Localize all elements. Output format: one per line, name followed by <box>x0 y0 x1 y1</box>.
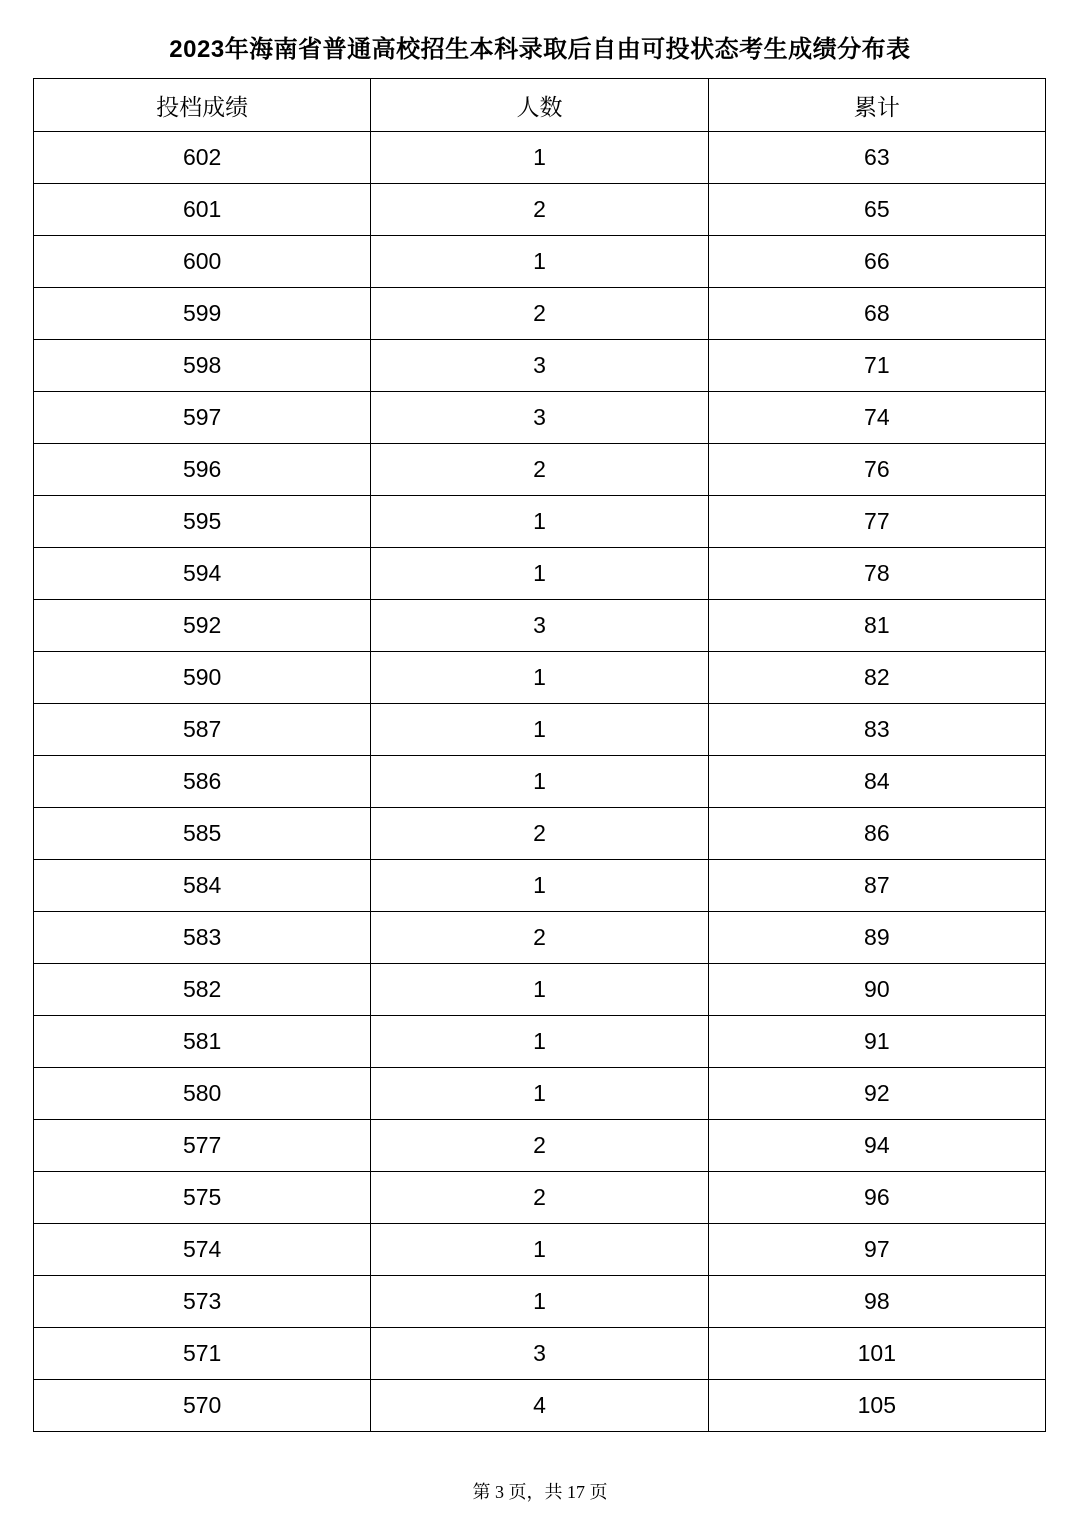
cell-cumulative: 65 <box>708 184 1045 236</box>
cell-cumulative: 78 <box>708 548 1045 600</box>
cell-cumulative: 68 <box>708 288 1045 340</box>
cell-count: 2 <box>371 444 708 496</box>
table-row <box>34 600 1046 652</box>
cell-cumulative: 97 <box>708 1224 1045 1276</box>
cell-score: 580 <box>34 1068 371 1120</box>
table-body <box>34 132 1046 1432</box>
page-title: 2023年海南省普通高校招生本科录取后自由可投状态考生成绩分布表 <box>169 36 911 63</box>
table-row <box>34 1224 1046 1276</box>
table-row <box>34 444 1046 496</box>
cell-count: 2 <box>371 912 708 964</box>
table-row <box>34 132 1046 184</box>
cell-cumulative: 74 <box>708 392 1045 444</box>
cell-cumulative: 105 <box>708 1380 1045 1432</box>
cell-count: 1 <box>371 756 708 808</box>
cell-cumulative: 101 <box>708 1328 1045 1380</box>
cell-score: 581 <box>34 1016 371 1068</box>
cell-cumulative: 63 <box>708 132 1045 184</box>
cell-score: 586 <box>34 756 371 808</box>
cell-cumulative: 81 <box>708 600 1045 652</box>
cell-cumulative: 77 <box>708 496 1045 548</box>
table-row <box>34 236 1046 288</box>
table-row <box>34 1120 1046 1172</box>
cell-score: 570 <box>34 1380 371 1432</box>
cell-score: 597 <box>34 392 371 444</box>
cell-count: 3 <box>371 392 708 444</box>
cell-count: 2 <box>371 288 708 340</box>
cell-count: 1 <box>371 1276 708 1328</box>
cell-count: 1 <box>371 236 708 288</box>
cell-score: 598 <box>34 340 371 392</box>
cell-cumulative: 86 <box>708 808 1045 860</box>
cell-cumulative: 98 <box>708 1276 1045 1328</box>
score-distribution-table <box>33 78 1046 1432</box>
table-row <box>34 392 1046 444</box>
cell-cumulative: 84 <box>708 756 1045 808</box>
cell-count: 2 <box>371 808 708 860</box>
header-cumulative: 累计 <box>708 79 1045 132</box>
cell-cumulative: 89 <box>708 912 1045 964</box>
cell-count: 1 <box>371 1016 708 1068</box>
cell-cumulative: 76 <box>708 444 1045 496</box>
cell-score: 574 <box>34 1224 371 1276</box>
cell-score: 599 <box>34 288 371 340</box>
table-row <box>34 912 1046 964</box>
cell-count: 3 <box>371 600 708 652</box>
cell-score: 583 <box>34 912 371 964</box>
cell-count: 2 <box>371 1120 708 1172</box>
cell-cumulative: 83 <box>708 704 1045 756</box>
page-number: 第 3 页，共 17 页 <box>472 1482 608 1502</box>
table-header <box>34 79 1046 132</box>
cell-score: 575 <box>34 1172 371 1224</box>
cell-score: 594 <box>34 548 371 600</box>
cell-cumulative: 96 <box>708 1172 1045 1224</box>
cell-cumulative: 94 <box>708 1120 1045 1172</box>
cell-score: 602 <box>34 132 371 184</box>
cell-cumulative: 87 <box>708 860 1045 912</box>
cell-cumulative: 90 <box>708 964 1045 1016</box>
cell-count: 1 <box>371 1224 708 1276</box>
cell-count: 4 <box>371 1380 708 1432</box>
cell-count: 1 <box>371 704 708 756</box>
table-row <box>34 1276 1046 1328</box>
cell-count: 1 <box>371 548 708 600</box>
cell-score: 595 <box>34 496 371 548</box>
table-row <box>34 860 1046 912</box>
cell-score: 582 <box>34 964 371 1016</box>
table-row <box>34 1172 1046 1224</box>
cell-score: 596 <box>34 444 371 496</box>
cell-cumulative: 92 <box>708 1068 1045 1120</box>
cell-score: 590 <box>34 652 371 704</box>
table-row <box>34 1380 1046 1432</box>
cell-cumulative: 71 <box>708 340 1045 392</box>
cell-count: 1 <box>371 964 708 1016</box>
table-row <box>34 496 1046 548</box>
cell-score: 592 <box>34 600 371 652</box>
cell-cumulative: 82 <box>708 652 1045 704</box>
cell-cumulative: 91 <box>708 1016 1045 1068</box>
cell-count: 2 <box>371 184 708 236</box>
cell-count: 3 <box>371 340 708 392</box>
table-row <box>34 184 1046 236</box>
cell-cumulative: 66 <box>708 236 1045 288</box>
header-score: 投档成绩 <box>34 79 371 132</box>
cell-score: 573 <box>34 1276 371 1328</box>
header-row <box>34 79 1046 132</box>
cell-score: 584 <box>34 860 371 912</box>
table-row <box>34 704 1046 756</box>
table-row <box>34 808 1046 860</box>
cell-count: 2 <box>371 1172 708 1224</box>
table-row <box>34 964 1046 1016</box>
cell-score: 600 <box>34 236 371 288</box>
table-row <box>34 1016 1046 1068</box>
table-row <box>34 1328 1046 1380</box>
cell-count: 1 <box>371 496 708 548</box>
cell-count: 1 <box>371 860 708 912</box>
table-row <box>34 652 1046 704</box>
table-row <box>34 756 1046 808</box>
table-row <box>34 288 1046 340</box>
table-row <box>34 548 1046 600</box>
header-count: 人数 <box>371 79 708 132</box>
cell-count: 3 <box>371 1328 708 1380</box>
table-row <box>34 340 1046 392</box>
cell-count: 1 <box>371 652 708 704</box>
cell-score: 601 <box>34 184 371 236</box>
cell-score: 571 <box>34 1328 371 1380</box>
cell-score: 585 <box>34 808 371 860</box>
cell-score: 587 <box>34 704 371 756</box>
cell-count: 1 <box>371 1068 708 1120</box>
cell-count: 1 <box>371 132 708 184</box>
cell-score: 577 <box>34 1120 371 1172</box>
table-row <box>34 1068 1046 1120</box>
